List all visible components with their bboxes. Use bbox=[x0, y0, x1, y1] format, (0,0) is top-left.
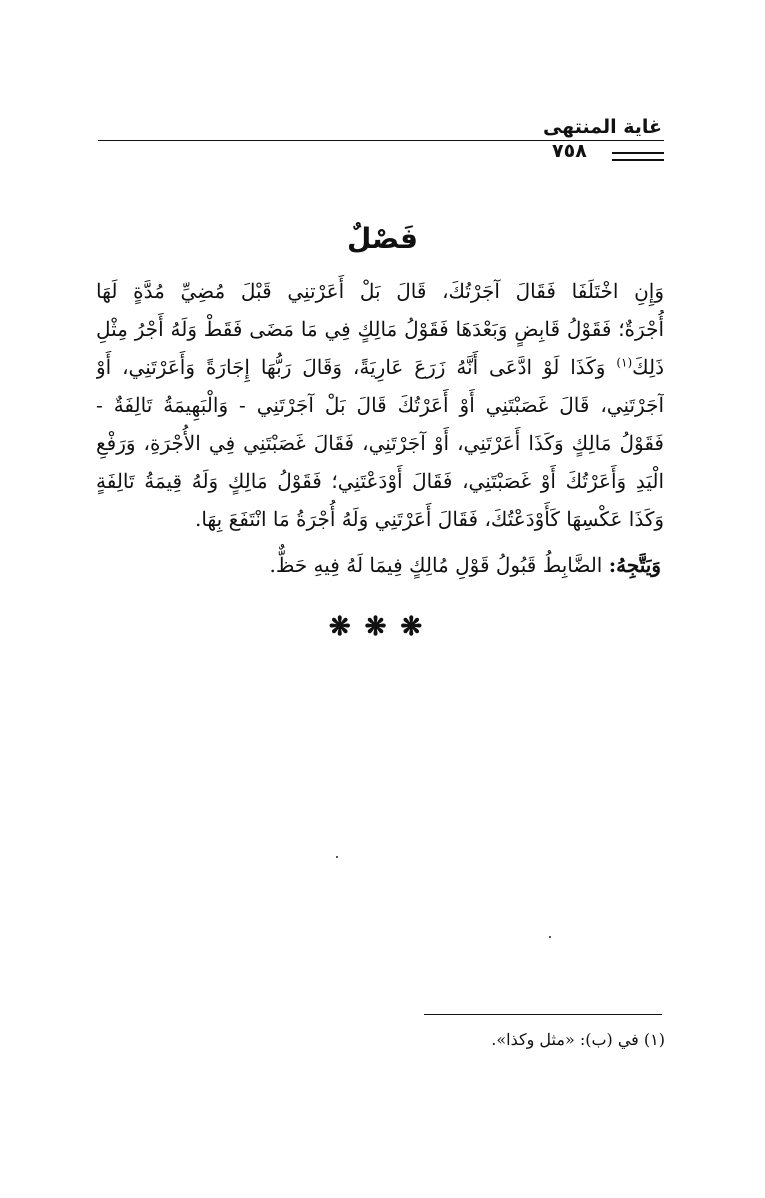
text-line: أُجْرَةٌ؛ فَقَوْلُ قَابِضٍ وَبَعْدَهَا فَقَوْلُ مَالِكٍ فِي مَا مَضَى فَقَطْ وَلَهُ أَجْرُ مِثْلِ bbox=[96, 317, 664, 341]
text-line: الْيَدِ وَأَعَرْتُكَ أَوْ غَصَبْتَنِي، فَقَالَ أَوْدَعْتَنِي؛ فَقَوْلُ مَالِكٍ وَلَهُ قِيمَةُ تَالِفَةٍ bbox=[96, 469, 664, 493]
running-title: غاية المنتهى bbox=[542, 116, 662, 138]
text-line: وَكَذَا عَكْسِهَا كَأَوْدَعْتُكَ، فَقَالَ أَعَرْتَنِي وَلَهُ أُجْرَةُ مَا انْتَفَعَ بِهَا. bbox=[194, 507, 664, 531]
footnote-rule bbox=[424, 1014, 662, 1015]
rule-line bbox=[269, 546, 661, 584]
footnote: (١) في (ب): «مثل وكذا». bbox=[491, 1030, 665, 1049]
section-heading: فَصْلٌ bbox=[347, 222, 418, 255]
paper-speck bbox=[549, 936, 551, 938]
text-line-lead: ذَلِكَ bbox=[632, 355, 664, 379]
section-separator-stars: ❋❋❋ bbox=[328, 612, 437, 642]
text-line: آجَرْتَنِي، قَالَ غَصَبْتَنِي أَوْ أَعَرْتُكَ قَالَ بَلْ آجَرْتَنِي - وَالْبَهِيمَةُ تَالِفَةٌ - bbox=[96, 393, 664, 417]
text-line bbox=[96, 348, 664, 386]
page-number-double-rule bbox=[612, 152, 664, 161]
text-line: وَإِنِ اخْتَلَفَا فَقَالَ آجَرْتُكَ، قَالَ بَلْ أَعَرْتنِي قَبْلَ مُضِيِّ مُدَّةٍ لَهَا bbox=[96, 279, 664, 303]
rule-label: وَيَتَّجِهُ: bbox=[608, 553, 661, 577]
rule-text: الضَّابِطُ قَبُولُ قَوْلِ مُالِكٍ فِيمَا لَهُ فِيهِ حَظٌّ. bbox=[269, 553, 603, 577]
text-line: فَقَوْلُ مَالِكٍ وَكَذَا أَعَرْتَنِي، أَوْ آجَرْتَنِي، فَقَالَ غَصَبْتَنِي فِي الأُجْرَةِ، وَرَفْعِ bbox=[96, 431, 664, 455]
page-number: ٧٥٨ bbox=[552, 140, 587, 162]
footnote-reference: (١) bbox=[616, 355, 633, 370]
paper-speck bbox=[336, 856, 338, 858]
text-line-rest: وَكَذَا لَوْ ادَّعَى أَنَّهُ زَرَعَ عَارِيَةً، وَقَالَ رَبُّهَا إِجَارَةً وَأَعَرْتَنِي، أَوْ bbox=[96, 355, 606, 379]
